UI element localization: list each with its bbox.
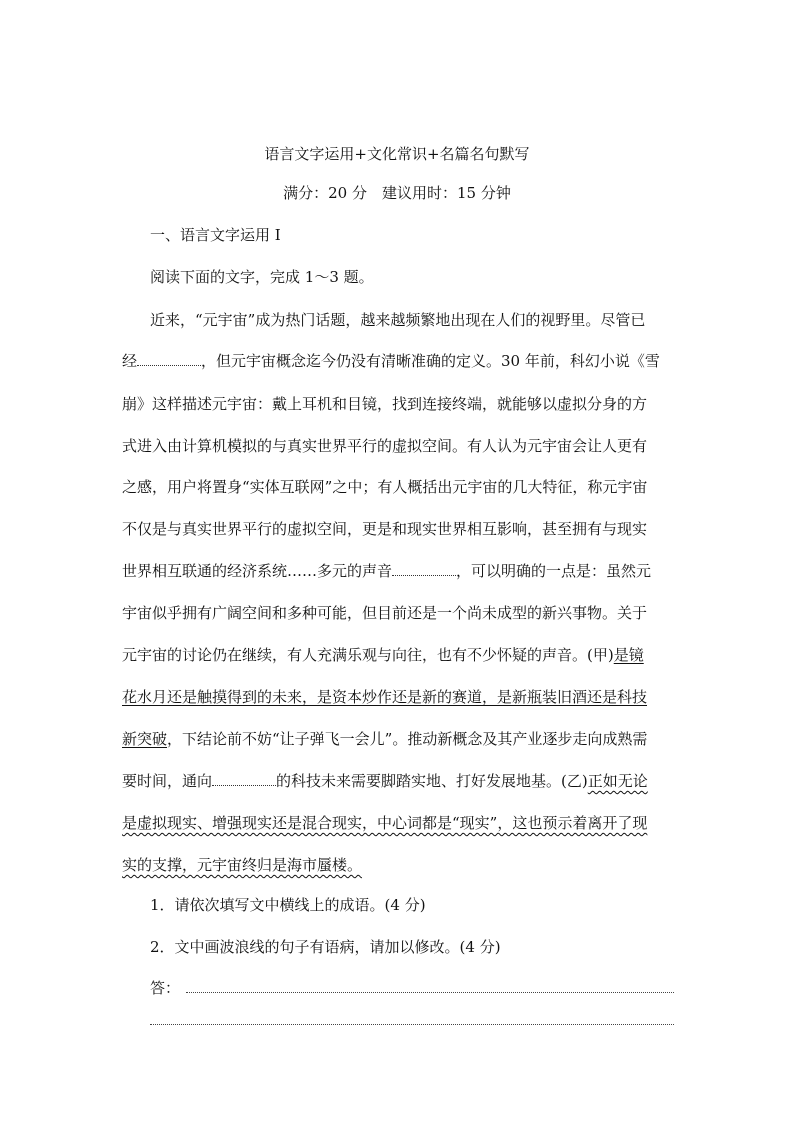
- answer-line[interactable]: [186, 992, 674, 993]
- answer-line[interactable]: [150, 1024, 674, 1025]
- underlined-sentence: 是镜: [613, 646, 644, 664]
- fill-blank: [137, 351, 201, 366]
- wavy-sentence: 正如无论: [587, 772, 648, 790]
- passage-text: ，但元宇宙概念迄今仍没有清晰准确的定义。30 年前，科幻小说《雪: [201, 352, 660, 370]
- passage-text: 要时间，通向: [122, 772, 213, 790]
- passage-line: [122, 729, 674, 749]
- section-heading: 一、语言文字运用 Ⅰ: [150, 226, 281, 244]
- passage-line: 崩》这样描述元宇宙：戴上耳机和目镜，找到连接终端，就能够以虚拟分身的方: [122, 395, 648, 413]
- wavy-sentence: 是虚拟现实、增强现实还是混合现实，中心词都是“现实”，这也预示着离开了现: [122, 814, 648, 832]
- underlined-sentence: 花水月还是触摸得到的未来，是资本炒作还是新的赛道，是新瓶装旧酒还是科技: [122, 688, 648, 706]
- passage-text: 的科技未来需要脚踏实地、打好发展地基。(乙): [276, 772, 588, 790]
- passage-line: 之感，用户将置身“实体互联网”之中；有人概括出元宇宙的几大特征，称元宇宙: [122, 478, 648, 496]
- passage-line: [122, 351, 674, 371]
- passage-text: 经: [122, 352, 138, 370]
- passage-text: ，下结论前不妨“让子弹飞一会儿”。推动新概念及其产业逐步走向成熟需: [167, 730, 648, 748]
- passage-text: ，可以明确的一点是：虽然元: [456, 562, 652, 580]
- passage-line: [122, 771, 674, 791]
- passage-line: 宇宙似乎拥有广阔空间和多种可能，但目前还是一个尚未成型的新兴事物。关于: [122, 604, 648, 622]
- question-1: 1．请依次填写文中横线上的成语。(4 分): [150, 896, 426, 914]
- passage-line: 近来，“元宇宙”成为热门话题，越来越频繁地出现在人们的视野里。尽管已: [150, 311, 646, 329]
- passage-line: [122, 645, 674, 665]
- fill-blank: [212, 771, 276, 786]
- instruction-text: 阅读下面的文字，完成 1～3 题。: [150, 268, 374, 286]
- passage-line: 不仅是与真实世界平行的虚拟空间，更是和现实世界相互影响，甚至拥有与现实: [122, 520, 648, 538]
- passage-line: 式进入由计算机模拟的与真实世界平行的虚拟空间。有人认为元宇宙会让人更有: [122, 437, 648, 455]
- document-title: 语言文字运用+文化常识+名篇名句默写: [264, 145, 530, 163]
- answer-label: 答：: [150, 979, 181, 997]
- score-time-info: 满分：20 分 建议用时：15 分钟: [283, 184, 511, 202]
- wavy-sentence: 实的支撑，元宇宙终归是海市蜃楼。: [122, 856, 363, 874]
- fill-blank: [392, 561, 456, 576]
- passage-text: 世界相互联通的经济系统……多元的声音: [122, 562, 393, 580]
- underlined-sentence: 新突破: [122, 730, 168, 748]
- passage-line: [122, 561, 674, 581]
- passage-text: 元宇宙的讨论仍在继续，有人充满乐观与向往，也有不少怀疑的声音。(甲): [122, 646, 614, 664]
- question-2: 2．文中画波浪线的句子有语病，请加以修改。(4 分): [150, 938, 501, 956]
